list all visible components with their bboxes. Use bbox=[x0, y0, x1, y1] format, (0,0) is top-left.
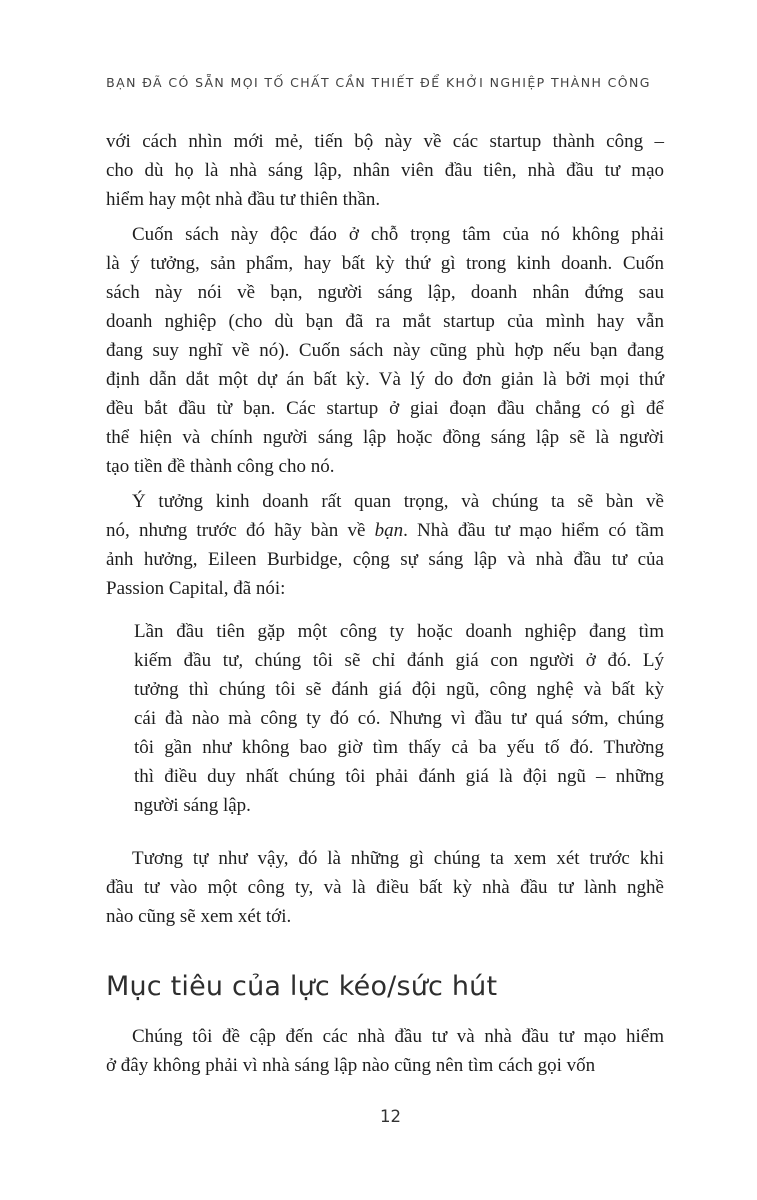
text-line: đầu tư vào một công ty, và là điều bất kỳ nhà đầu tư lành nghề bbox=[106, 877, 664, 898]
emphasized-text: bạn bbox=[374, 520, 404, 541]
paragraph bbox=[106, 844, 664, 931]
text-line: định dẫn dắt một dự án bất kỳ. Và lý do đơn giản là bởi mọi thứ bbox=[106, 369, 664, 390]
paragraph bbox=[106, 487, 664, 603]
text-line: ảnh hưởng, Eileen Burbidge, cộng sự sáng lập và nhà đầu tư của bbox=[106, 549, 664, 570]
paragraph bbox=[106, 1022, 664, 1080]
text-line: Ý tưởng kinh doanh rất quan trọng, và chúng ta sẽ bàn về bbox=[132, 491, 664, 512]
paragraph bbox=[106, 127, 664, 214]
text-line: tôi gần như không bao giờ tìm thấy cả ba yếu tố đó. Thường bbox=[134, 737, 664, 758]
text-line: ở đây không phải vì nhà sáng lập nào cũng nên tìm cách gọi vốn bbox=[106, 1055, 596, 1076]
page-number: 12 bbox=[380, 1107, 401, 1126]
text-segment: nó, nhưng trước đó hãy bàn về bbox=[106, 520, 375, 541]
paragraph bbox=[106, 220, 664, 481]
block-quote bbox=[106, 617, 664, 820]
text-line: với cách nhìn mới mẻ, tiến bộ này về các startup thành công – bbox=[106, 131, 664, 152]
text-line: tạo tiền đề thành công cho nó. bbox=[106, 456, 335, 477]
text-line: người sáng lập. bbox=[134, 795, 251, 816]
text-line: thì điều duy nhất chúng tôi phải đánh giá là đội ngũ – những bbox=[134, 766, 664, 787]
text-line: Chúng tôi đề cập đến các nhà đầu tư và nhà đầu tư mạo hiểm bbox=[132, 1026, 664, 1047]
text-line: đều bắt đầu từ bạn. Các startup ở giai đoạn đầu chẳng có gì để bbox=[106, 398, 664, 419]
text-line bbox=[106, 516, 664, 545]
text-line: Tương tự như vậy, đó là những gì chúng ta xem xét trước khi bbox=[132, 848, 664, 869]
text-segment: . Nhà đầu tư mạo hiểm có tầm bbox=[403, 520, 664, 541]
text-line: doanh nghiệp (cho dù bạn đã ra mắt startup của mình hay vẫn bbox=[106, 311, 664, 332]
text-line: Lần đầu tiên gặp một công ty hoặc doanh nghiệp đang tìm bbox=[134, 621, 664, 642]
text-line: hiểm hay một nhà đầu tư thiên thần. bbox=[106, 189, 381, 210]
text-line: đang suy nghĩ về nó). Cuốn sách này cũng phù hợp nếu bạn đang bbox=[106, 340, 664, 361]
text-line: nào cũng sẽ xem xét tới. bbox=[106, 906, 292, 927]
running-header: BẠN ĐÃ CÓ SẴN MỌI TỐ CHẤT CẦN THIẾT ĐỂ KHỞI NGHIỆP THÀNH CÔNG bbox=[106, 75, 651, 90]
text-line: Cuốn sách này độc đáo ở chỗ trọng tâm của nó không phải bbox=[132, 224, 664, 245]
text-line: Passion Capital, đã nói: bbox=[106, 578, 286, 599]
text-line: cho dù họ là nhà sáng lập, nhân viên đầu tiên, nhà đầu tư mạo bbox=[106, 160, 664, 181]
text-line: kiếm đầu tư, chúng tôi sẽ chỉ đánh giá con người ở đó. Lý bbox=[134, 650, 664, 671]
text-line: sách này nói về bạn, người sáng lập, doanh nhân đứng sau bbox=[106, 282, 664, 303]
text-line: cái đà nào mà công ty đó có. Nhưng vì đầu tư quá sớm, chúng bbox=[134, 708, 664, 729]
section-heading: Mục tiêu của lực kéo/sức hút bbox=[106, 971, 498, 1002]
text-line: thể hiện và chính người sáng lập hoặc đồng sáng lập sẽ là người bbox=[106, 427, 664, 448]
text-line: tưởng thì chúng tôi sẽ đánh giá đội ngũ, công nghệ và bất kỳ bbox=[134, 679, 664, 700]
page-content bbox=[106, 127, 664, 1086]
text-line: là ý tưởng, sản phẩm, hay bất kỳ thứ gì trong kinh doanh. Cuốn bbox=[106, 253, 664, 274]
